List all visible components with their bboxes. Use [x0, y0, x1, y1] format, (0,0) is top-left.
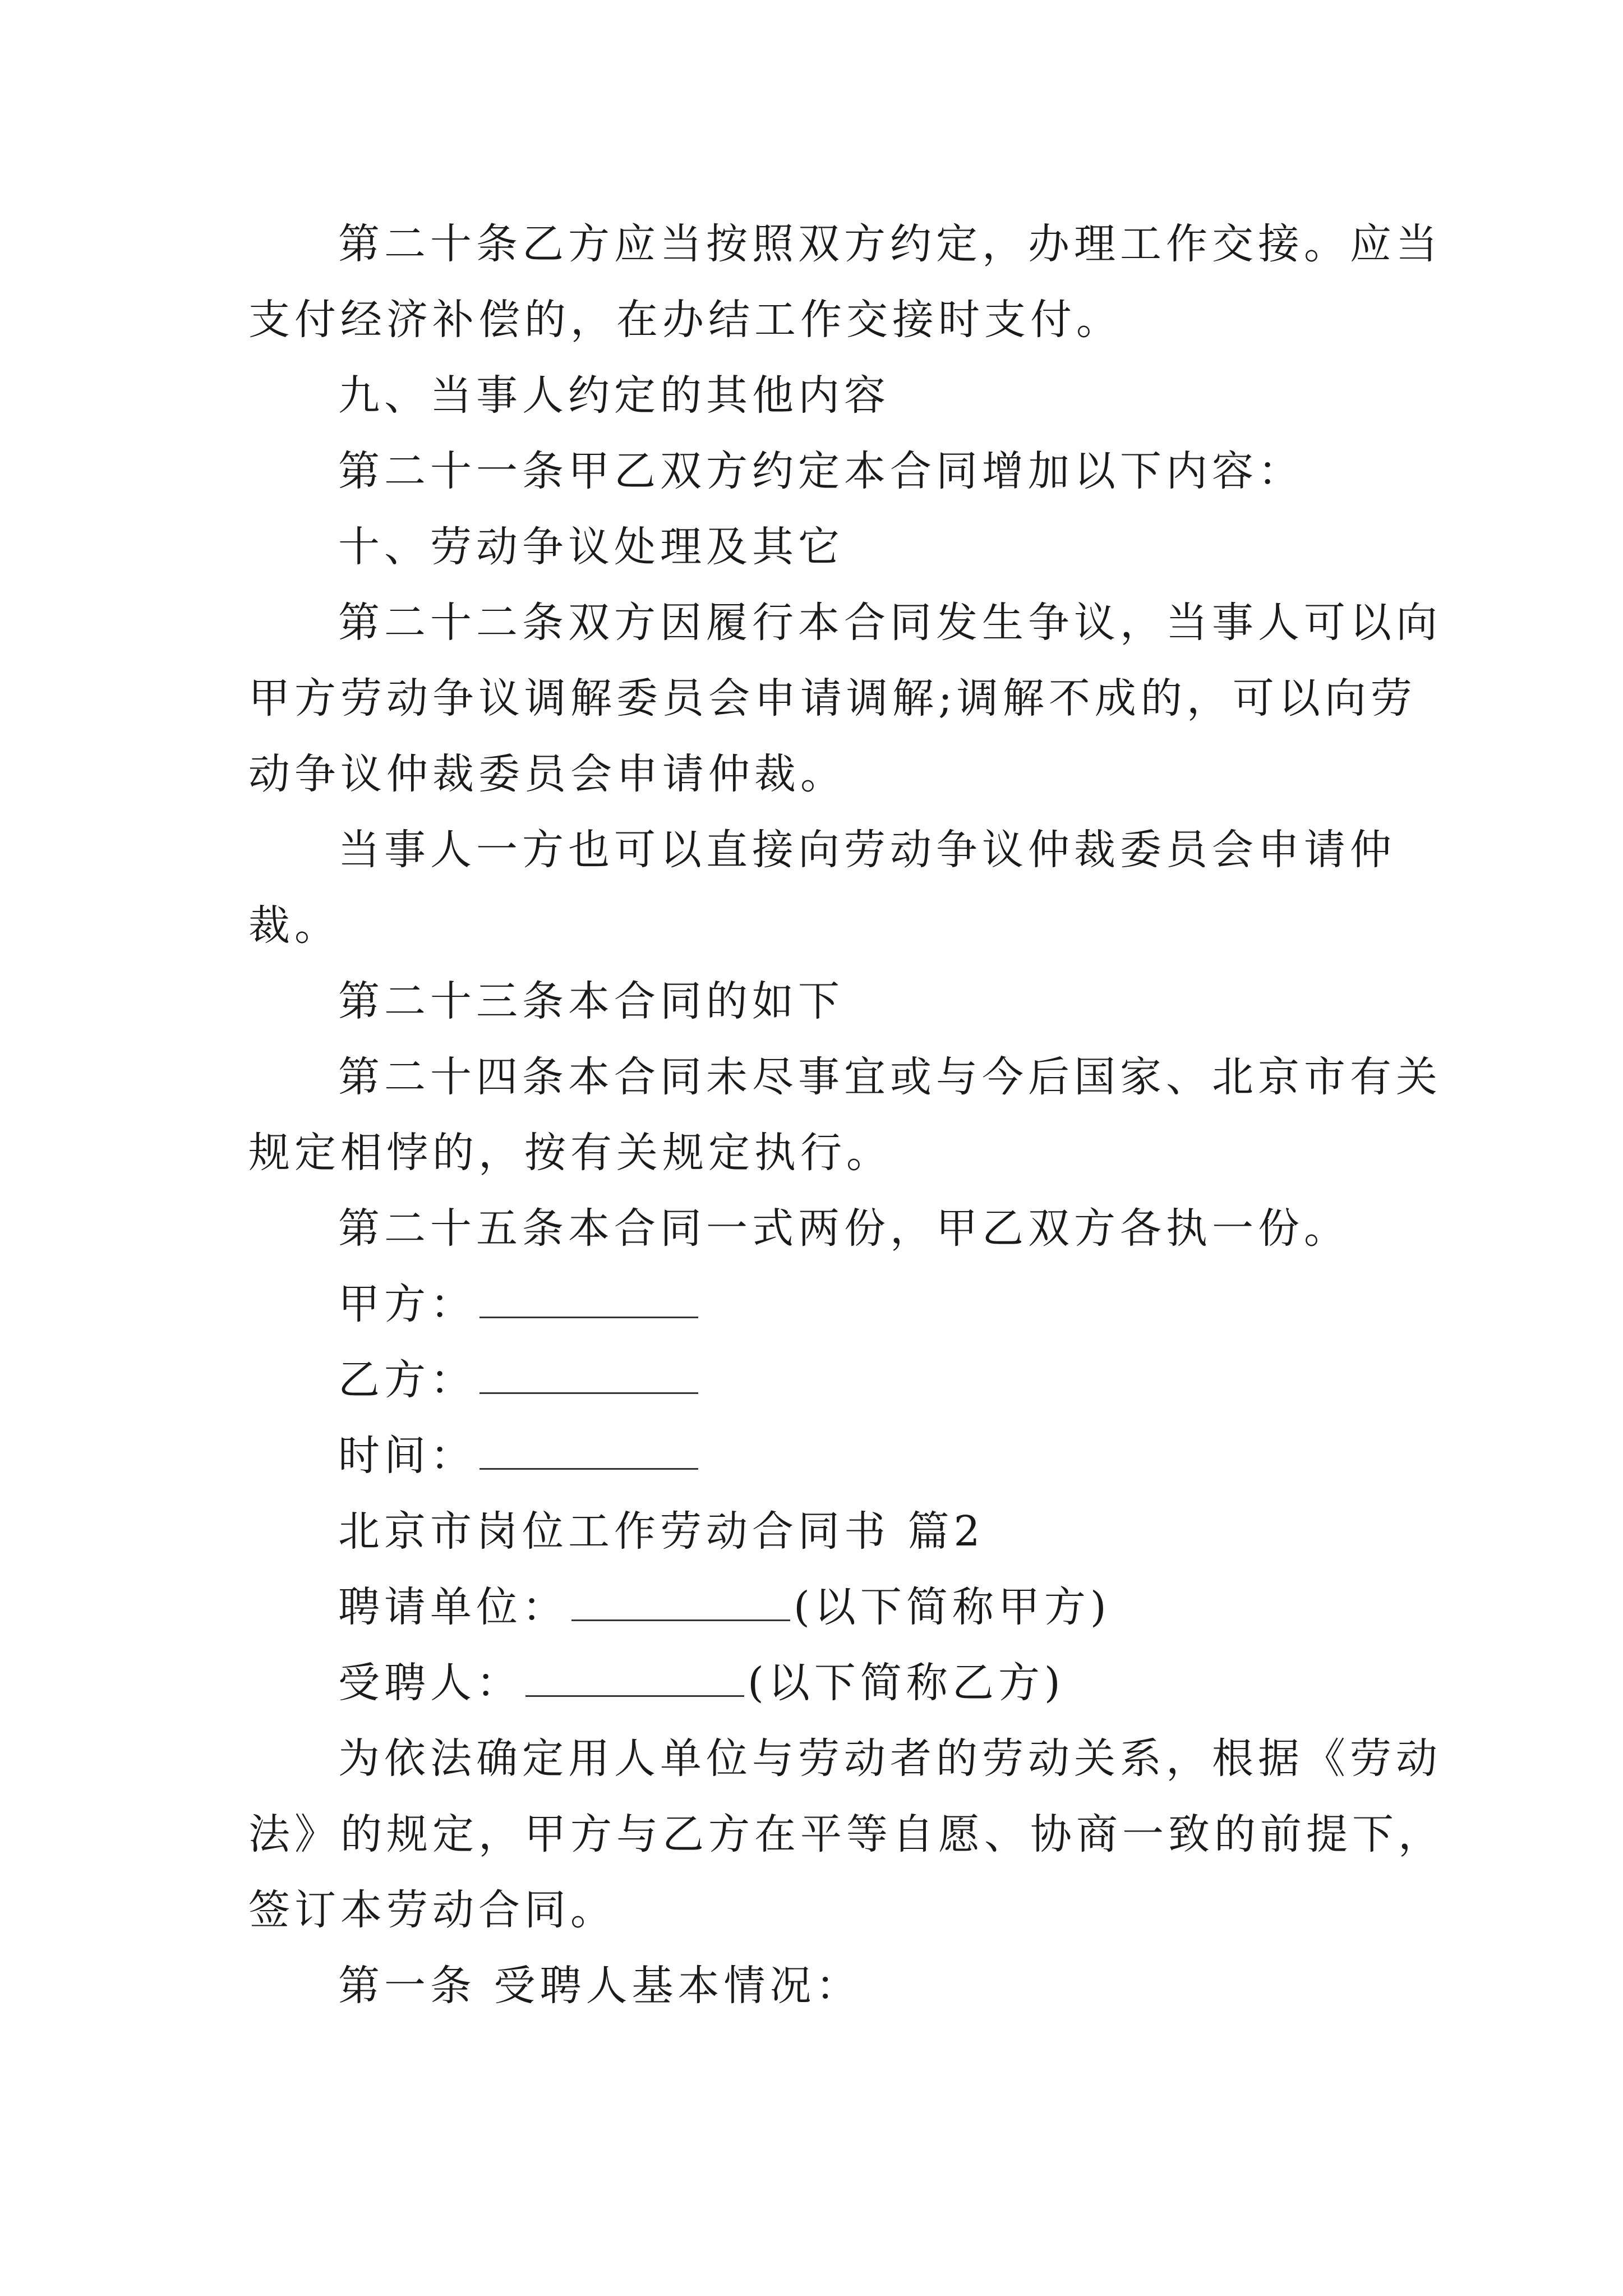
signature-time-label: 时间：: [338, 1432, 476, 1480]
employer-label: 聘请单位：: [338, 1583, 568, 1631]
signature-party-b: [338, 1352, 1488, 1408]
signature-party-b-blank: [479, 1359, 698, 1394]
paragraph-arbitration-line-1: 当事人一方也可以直接向劳动争议仲裁委员会申请仲: [338, 826, 1396, 874]
employee-suffix: (以下简称乙方): [748, 1659, 1065, 1707]
signature-party-a-label: 甲方：: [338, 1280, 476, 1328]
signature-time-blank: [479, 1434, 698, 1470]
signature-time: [338, 1428, 1488, 1484]
employee-line: [338, 1655, 1488, 1711]
section-heading-9: 九、当事人约定的其他内容: [338, 371, 890, 420]
intro-line-1: 为依法确定用人单位与劳动者的劳动关系，根据《劳动: [338, 1734, 1442, 1783]
employee-label: 受聘人：: [338, 1659, 522, 1707]
signature-party-b-label: 乙方：: [338, 1356, 476, 1404]
paragraph-arbitration-line-2: 裁。: [248, 901, 340, 950]
paragraph-article-24-line-2: 规定相悖的，按有关规定执行。: [248, 1129, 892, 1177]
employer-line: [338, 1579, 1488, 1635]
paragraph-article-20-line-1: 第二十条乙方应当按照双方约定，办理工作交接。应当: [338, 220, 1442, 268]
employer-blank: [571, 1586, 790, 1621]
paragraph-article-22-line-3: 动争议仲裁委员会申请仲裁。: [248, 750, 846, 798]
employee-blank: [525, 1662, 744, 1697]
paragraph-article-23: 第二十三条本合同的如下: [338, 977, 844, 1025]
article-one-heading: 第一条 受聘人基本情况：: [338, 1962, 862, 2010]
intro-line-3: 签订本劳动合同。: [248, 1886, 616, 1934]
paragraph-article-25: 第二十五条本合同一式两份，甲乙双方各执一份。: [338, 1204, 1350, 1253]
employer-suffix: (以下简称甲方): [794, 1583, 1111, 1631]
intro-line-2: 法》的规定，甲方与乙方在平等自愿、协商一致的前提下，: [248, 1810, 1444, 1858]
paragraph-article-22-line-2: 甲方劳动争议调解委员会申请调解;调解不成的，可以向劳: [248, 674, 1417, 723]
section-title-part-2: 北京市岗位工作劳动合同书 篇2: [338, 1507, 985, 1556]
paragraph-article-21: 第二十一条甲乙双方约定本合同增加以下内容：: [338, 447, 1304, 495]
paragraph-article-24-line-1: 第二十四条本合同未尽事宜或与今后国家、北京市有关: [338, 1053, 1442, 1101]
paragraph-article-20-line-2: 支付经济补偿的，在办结工作交接时支付。: [248, 296, 1122, 344]
paragraph-article-22-line-1: 第二十二条双方因履行本合同发生争议，当事人可以向: [338, 599, 1442, 647]
signature-party-a-blank: [479, 1283, 698, 1318]
section-heading-10: 十、劳动争议处理及其它: [338, 523, 844, 571]
signature-party-a: [338, 1276, 1488, 1332]
